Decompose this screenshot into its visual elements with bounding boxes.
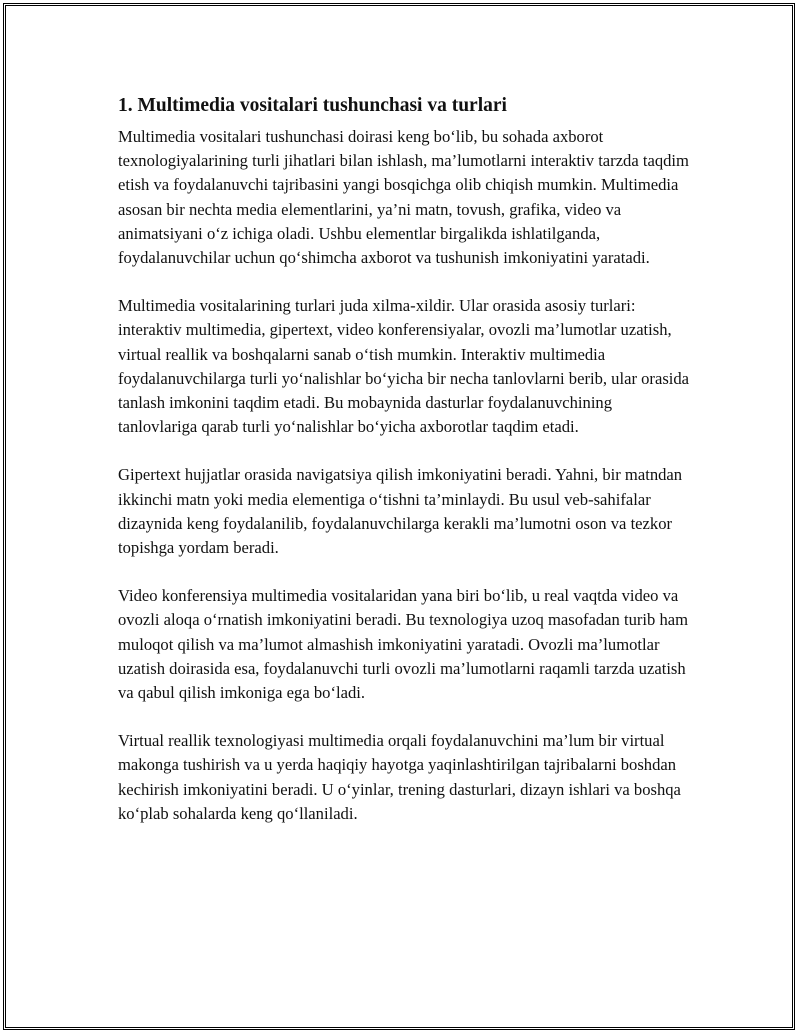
paragraph-virtual-reality: Virtual reallik texnologiyasi multimedia orqali foydalanuvchini ma’lum bir virtual makonga tushirish va u yerda haqiqiy hayotga yaqinlashtirilgan tajribalarni boshdan kechirish imkoniyatini beradi. U o‘yinlar, trening dasturlari, dizayn ishlari va boshqa ko‘plab sohalarda keng qo‘llaniladi.	[118, 731, 681, 823]
paragraph-multimedia-types: Multimedia vositalarining turlari juda xilma-xildir. Ular orasida asosiy turlari: interaktiv multimedia, gipertext, video konferensiyalar, ovozli ma’lumotlar uzatish, virtual reallik va boshqalarni sanab o‘tish mumkin. Interaktiv multimedia foydalanuvchilarga turli yo‘nalishlar bo‘yicha bir necha tanlovlarni berib, ular orasida tanlash imkonini taqdim etadi. Bu mobaynida dasturlar foydalanuvchining tanlovlariga qarab turli yo‘nalishlar bo‘yicha axborotlar taqdim etadi.	[118, 296, 690, 437]
paragraph-multimedia-concept: Multimedia vositalari tushunchasi doirasi keng bo‘lib, bu sohada axborot texnologiyalarining turli jihatlari bilan ishlash, ma’lumotlarni interaktiv tarzda taqdim etish va foydalanuvchi tajribasini yangi bosqichga olib chiqish mumkin. Multimedia asosan bir nechta media elementlarini, ya’ni matn, tovush, grafika, video va animatsiyani o‘z ichiga oladi. Ushbu elementlar birgalikda ishlatilganda, foydalanuvchilar uchun qo‘shimcha axborot va tushunish imkoniyatini yaratadi.	[118, 127, 689, 268]
paragraph-hypertext: Gipertext hujjatlar orasida navigatsiya qilish imkoniyatini beradi. Yahni, bir matndan ikkinchi matn yoki media elementiga o‘tishni ta’minlaydi. Bu usul veb-sahifalar dizaynida keng foydalanilib, foydalanuvchilarga kerakli ma’lumotni oson va tezkor topishga yordam beradi.	[118, 465, 683, 558]
paragraph-video-conference: Video konferensiya multimedia vositalaridan yana biri bo‘lib, u real vaqtda video va ovozli aloqa o‘rnatish imkoniyatini beradi. Bu texnologiya uzoq masofadan turib ham muloqot qilish va ma’lumot almashish imkoniyatini yaratadi. Ovozli ma’lumotlar uzatish doirasida esa, foydalanuvchi turli ovozli ma’lumotlarni raqamli tarzda uzatish va qabul qilish imkoniga ega bo‘ladi.	[118, 586, 689, 703]
document-body	[118, 94, 690, 850]
section-heading: 1. Multimedia vositalari tushunchasi va turlari	[118, 95, 507, 116]
